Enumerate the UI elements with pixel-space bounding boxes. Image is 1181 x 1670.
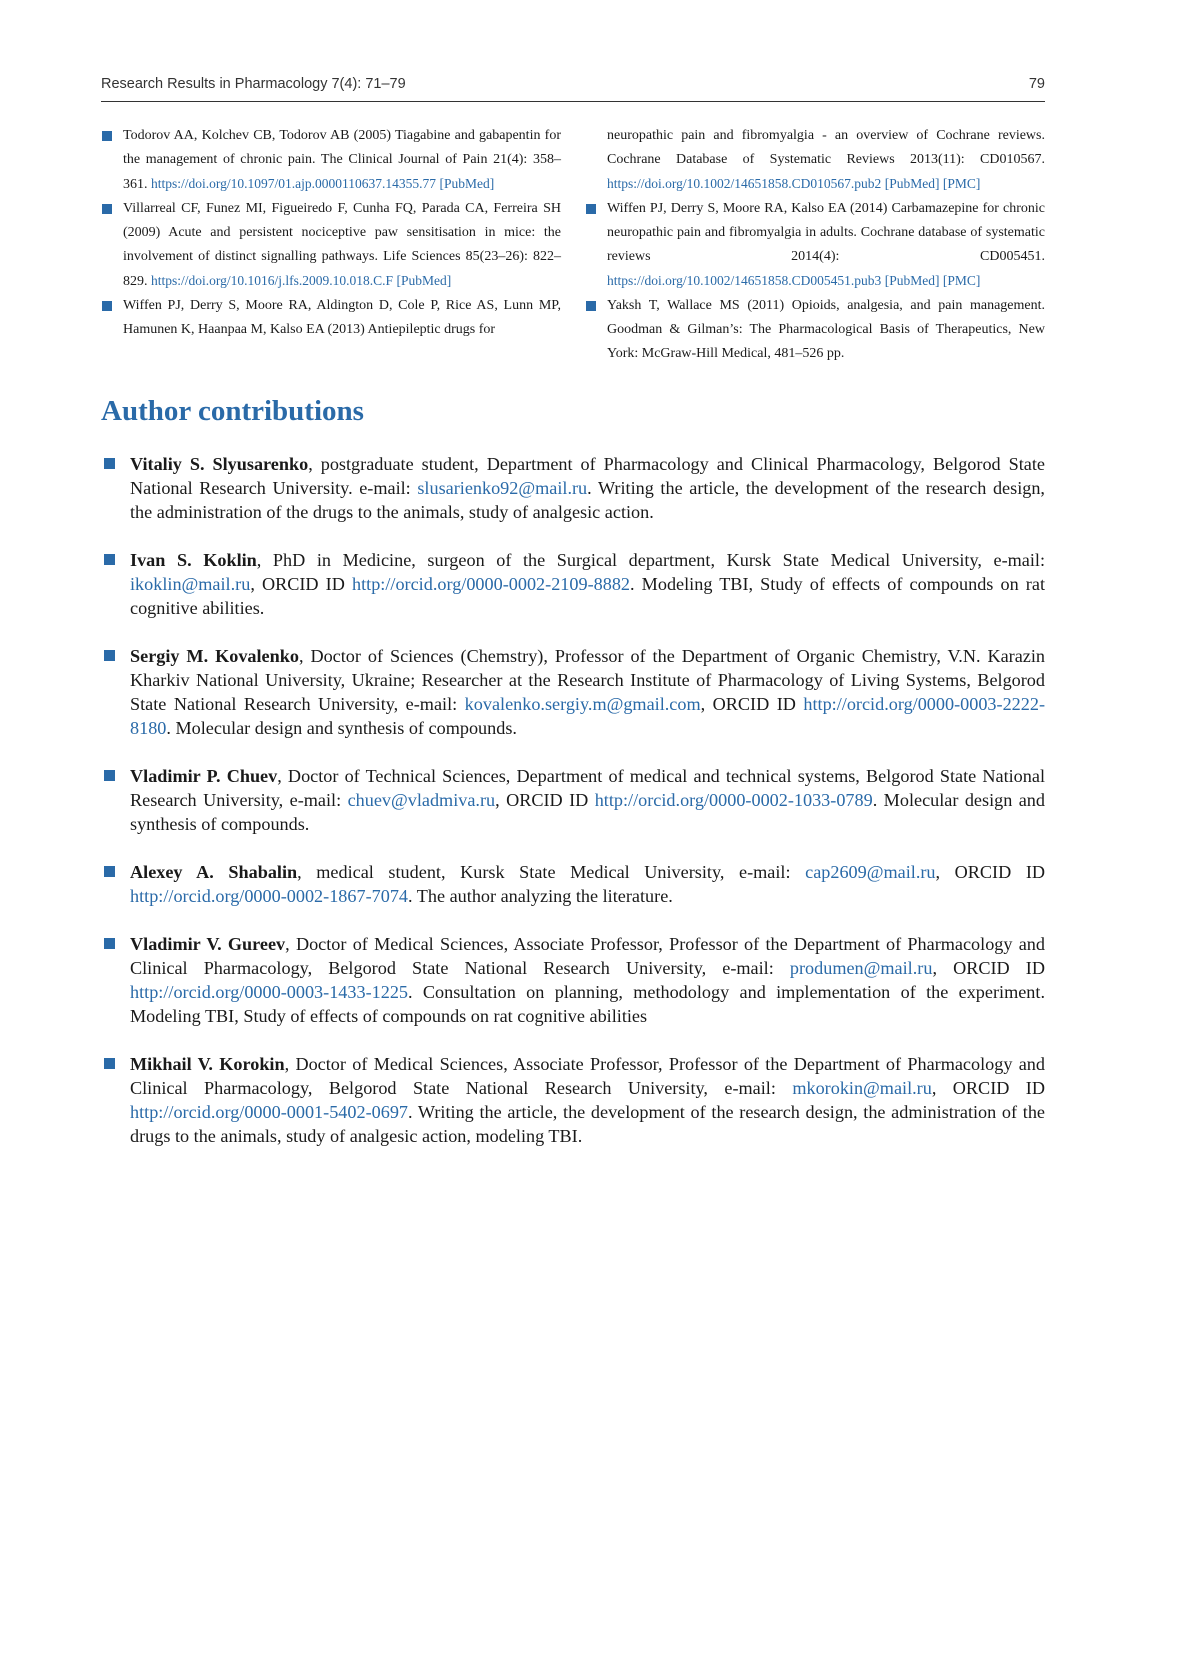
author-orcid-link[interactable]: http://orcid.org/0000-0003-1433-1225 [130,982,409,1002]
author-contribution: . Modeling TBI, Study of effects of compounds on rat cognitive abilities. [130,574,1045,618]
square-bullet-icon [104,1058,115,1069]
author-entry [101,548,1045,620]
reference-text: Wiffen PJ, Derry S, Moore RA, Aldington D, Cole P, Rice AS, Lunn MP, Hamunen K, Haanpaa M, Kalso EA (2013) Antiepileptic drugs for [123,298,561,337]
square-bullet-icon [104,458,115,469]
author-name: Alexey A. Shabalin [130,862,298,882]
author-contribution: . Molecular design and synthesis of compounds. [166,718,517,738]
author-orcid-link[interactable]: http://orcid.org/0000-0001-5402-0697 [130,1102,409,1122]
reference-pubmed-links[interactable]: [PubMed] [PMC] [884,176,981,191]
reference-doi-link[interactable]: https://doi.org/10.1016/j.lfs.2009.10.018.C.F [151,273,394,288]
author-affiliation: , Doctor of Sciences (Chemstry), Professor of the Department of Organic Chemistry, V.N. Karazin Kharkiv National University, Ukraine; Researcher at the Research Institute of Pharmacology of Living Systems, Belgorod State National Research University, e-mail: [130,646,1046,714]
references-right-column [585,124,1045,366]
author-contribution: . Writing the article, the development of the research design, the administration of the drugs to the animals, study of analgesic action. [130,478,1045,522]
reference-item [101,124,561,197]
author-email-link[interactable]: ikoklin@mail.ru [130,574,251,594]
author-name: Vladimir V. Gureev [130,934,286,954]
author-email-link[interactable]: kovalenko.sergiy.m@gmail.com [464,694,701,714]
author-entry [101,1052,1045,1148]
references-left-column [101,124,561,366]
author-email-link[interactable]: slusarienko92@mail.ru [417,478,588,498]
author-affiliation: , medical student, Kursk State Medical University, e-mail: [297,862,806,882]
author-contributions-list [101,452,1045,1172]
orcid-label: , ORCID ID [935,862,1046,882]
reference-item [585,294,1045,366]
reference-text: Todorov AA, Kolchev CB, Todorov AB (2005) Tiagabine and gabapentin for the management of chronic pain. The Clinical Journal of Pain 21(4): 358–361. [123,128,561,192]
reference-item-continued [585,124,1045,197]
reference-text: Wiffen PJ, Derry S, Moore RA, Kalso EA (2014) Carbamazepine for chronic neuropathic pain and fibromyalgia in adults. Cochrane database of systematic reviews 2014(4): CD005451. [607,201,1045,264]
orcid-label: , ORCID ID [931,1078,1045,1098]
author-entry [101,452,1045,524]
reference-pubmed-links[interactable]: [PubMed] [396,273,452,288]
reference-pubmed-links[interactable]: [PubMed] [PMC] [884,273,981,288]
author-orcid-link[interactable]: http://orcid.org/0000-0002-1033-0789 [594,790,873,810]
journal-citation: Research Results in Pharmacology 7(4): 71–79 [101,76,406,92]
reference-doi-link[interactable]: https://doi.org/10.1002/14651858.CD005451.pub3 [607,273,882,288]
orcid-label: , ORCID ID [700,694,804,714]
square-bullet-icon [104,938,115,949]
author-name: Mikhail V. Korokin [130,1054,285,1074]
square-bullet-icon [104,866,115,877]
author-entry [101,764,1045,836]
author-contribution: . Consultation on planning, methodology and implementation of the experiment. Modeling TBI, Study of effects of compounds on rat cognitive abilities [130,982,1045,1026]
square-bullet-icon [104,770,115,781]
author-entry [101,860,1045,908]
author-entry [101,932,1045,1028]
author-name: Vladimir P. Chuev [130,766,278,786]
reference-text: Yaksh T, Wallace MS (2011) Opioids, analgesia, and pain management. Goodman & Gilman’s: The Pharmacological Basis of Therapeutics, New York: McGraw-Hill Medical, 481–526 pp. [607,298,1045,361]
author-affiliation: , PhD in Medicine, surgeon of the Surgical department, Kursk State Medical University, e-mail: [256,550,1045,570]
square-bullet-icon [102,204,112,214]
reference-text: Villarreal CF, Funez MI, Figueiredo F, Cunha FQ, Parada CA, Ferreira SH (2009) Acute and persistent nociceptive paw sensitisation in mice: the involvement of distinct signalling pathways. Life Sciences 85(23–26): 822–829. [123,201,561,289]
author-affiliation: , Doctor of Medical Sciences, Associate Professor, Professor of the Department of Pharmacology and Clinical Pharmacology, Belgorod State National Research University, e-mail: [130,1054,1045,1098]
header-divider [101,101,1045,102]
author-name: Sergiy M. Kovalenko [130,646,299,666]
author-orcid-link[interactable]: http://orcid.org/0000-0002-1867-7074 [130,886,409,906]
square-bullet-icon [102,131,112,141]
author-contribution: . Molecular design and synthesis of compounds. [130,790,1045,834]
author-affiliation: , postgraduate student, Department of Pharmacology and Clinical Pharmacology, Belgorod State National Research University. e-mail: [130,454,1045,498]
author-orcid-link[interactable]: http://orcid.org/0000-0003-2222-8180 [130,694,1046,738]
reference-item [101,294,561,342]
author-email-link[interactable]: mkorokin@mail.ru [792,1078,932,1098]
square-bullet-icon [104,554,115,565]
reference-item [585,197,1045,294]
author-affiliation: , Doctor of Medical Sciences, Associate Professor, Professor of the Department of Pharmacology and Clinical Pharmacology, Belgorod State National Research University, e-mail: [130,934,1045,978]
author-email-link[interactable]: produmen@mail.ru [789,958,933,978]
reference-pubmed-links[interactable]: [PubMed] [439,176,495,191]
author-email-link[interactable]: cap2609@mail.ru [805,862,936,882]
running-head [101,76,1045,92]
square-bullet-icon [104,650,115,661]
author-affiliation: , Doctor of Technical Sciences, Department of medical and technical systems, Belgorod State National Research University, e-mail: [130,766,1045,810]
author-entry [101,644,1045,740]
square-bullet-icon [586,204,596,214]
author-name: Ivan S. Koklin [130,550,257,570]
reference-doi-link[interactable]: https://doi.org/10.1002/14651858.CD010567.pub2 [607,176,882,191]
author-contribution: . The author analyzing the literature. [408,886,673,906]
reference-doi-link[interactable]: https://doi.org/10.1097/01.ajp.0000110637.14355.77 [151,176,437,191]
author-orcid-link[interactable]: http://orcid.org/0000-0002-2109-8882 [352,574,631,594]
references-section [101,124,1045,366]
author-email-link[interactable]: chuev@vladmiva.ru [347,790,496,810]
square-bullet-icon [102,301,112,311]
page-number: 79 [1028,76,1045,92]
author-name: Vitaliy S. Slyusarenko [130,454,309,474]
orcid-label: , ORCID ID [495,790,595,810]
section-title: Author contributions [101,395,364,427]
orcid-label: , ORCID ID [932,958,1045,978]
reference-text: neuropathic pain and fibromyalgia - an overview of Cochrane reviews. Cochrane Database of Systematic Reviews 2013(11): CD010567. [607,128,1045,167]
orcid-label: , ORCID ID [250,574,352,594]
author-contribution: . Writing the article, the development of the research design, the administration of the drugs to the animals, study of analgesic action, modeling TBI. [130,1102,1045,1146]
square-bullet-icon [586,301,596,311]
reference-item [101,197,561,294]
